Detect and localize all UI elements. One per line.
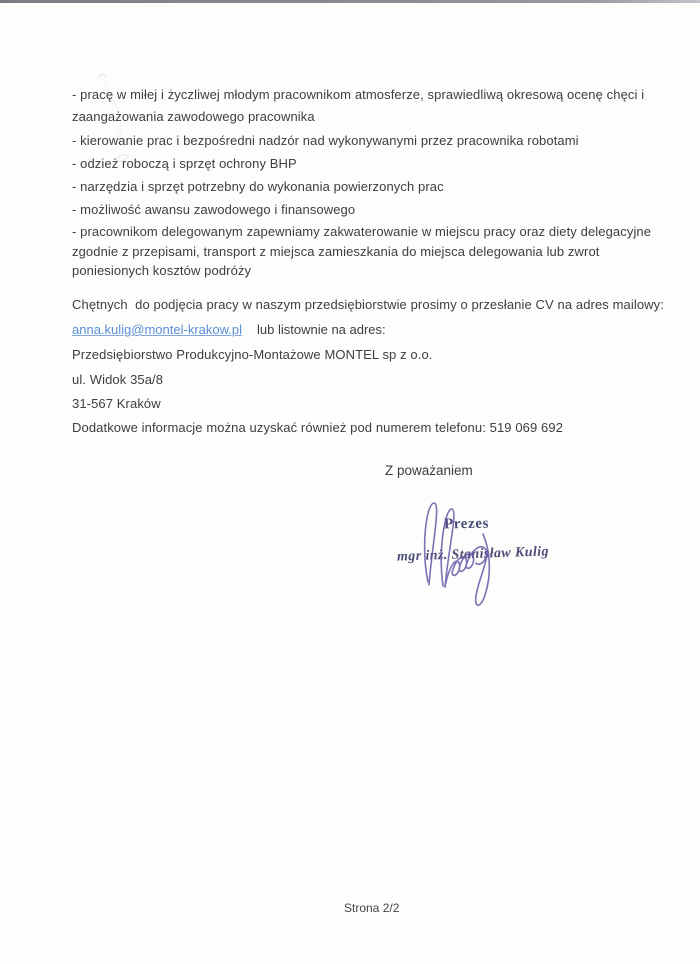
bullet-paragraph	[72, 176, 672, 198]
bullet-line: poniesionych kosztów podróży	[72, 263, 252, 278]
bullet-line: - możliwość awansu zawodowego i finansowego	[72, 202, 356, 217]
email-line-suffix: lub listownie na adres:	[257, 322, 386, 337]
bullet-line: - kierowanie prac i bezpośredni nadzór nad wykonywanymi przez pracownika robotami	[72, 133, 579, 148]
email-link[interactable]: anna.kulig@montel-krakow.pl	[72, 322, 243, 337]
scan-edge-artifact	[0, 0, 700, 3]
bullet-line: - pracownikom delegowanym zapewniamy zakwaterowanie w miejscu pracy oraz diety delegacyjne	[72, 224, 652, 239]
postal-city: 31-567 Kraków	[72, 396, 161, 411]
email-line	[72, 322, 386, 337]
bullet-paragraph	[72, 199, 672, 221]
salutation: Z poważaniem	[385, 463, 473, 478]
stamp-name: mgr inż. Stanisław Kulig	[396, 544, 550, 565]
bullet-paragraph	[72, 84, 672, 128]
bullet-paragraph	[72, 153, 672, 175]
bullet-paragraph	[72, 222, 672, 281]
bullet-line: - odzież roboczą i sprzęt ochrony BHP	[72, 156, 297, 171]
phone-info: Dodatkowe informacje można uzyskać również pod numerem telefonu: 519 069 692	[72, 420, 564, 435]
handwritten-signature	[395, 490, 555, 620]
street-address: ul. Widok 35a/8	[72, 372, 164, 387]
bullet-line: zaangażowania zawodowego pracownika	[72, 109, 315, 124]
stamp-title: Prezes	[443, 515, 490, 533]
bullet-line: zgodnie z przepisami, transport z miejsca zamieszkania do miejsca delegowania lub zwrot	[72, 243, 600, 259]
bullet-line: - narzędzia i sprzęt potrzebny do wykonania powierzonych prac	[72, 179, 444, 194]
bullet-paragraph	[72, 130, 672, 152]
page-number: Strona 2/2	[344, 901, 400, 915]
contact-intro: Chętnych do podjęcia pracy w naszym przedsiębiorstwie prosimy o przesłanie CV na adres mailowy:	[72, 297, 664, 312]
company-name: Przedsiębiorstwo Produkcyjno-Montażowe MONTEL sp z o.o.	[72, 347, 433, 362]
bullet-line: - pracę w miłej i życzliwej młodym pracownikom atmosferze, sprawiedliwą okresową ocenę chęci i	[72, 87, 645, 102]
